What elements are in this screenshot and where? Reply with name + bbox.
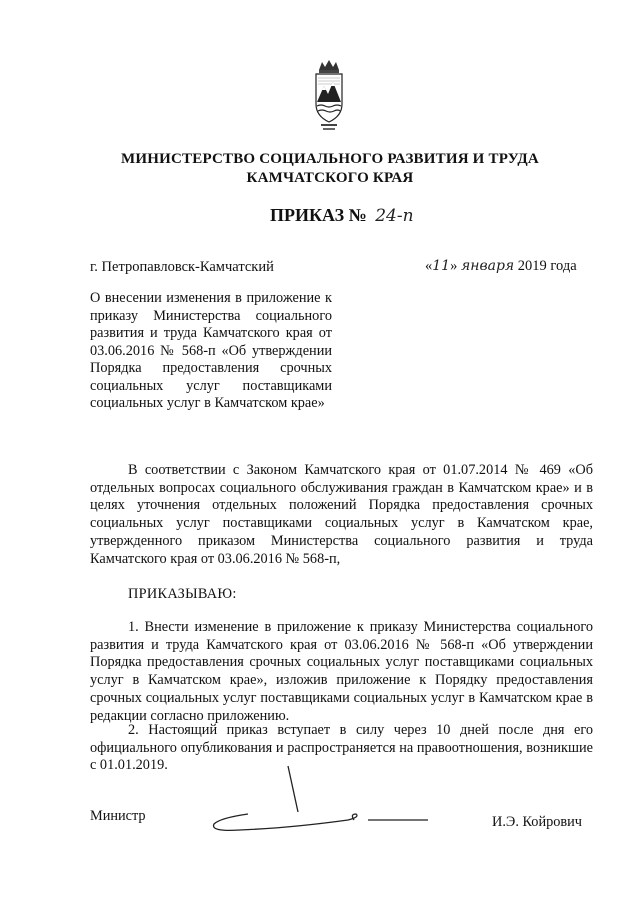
decree-heading: ПРИКАЗЫВАЮ:	[128, 586, 237, 602]
order-date	[425, 258, 577, 275]
order-label: ПРИКАЗ №	[270, 205, 367, 225]
date-month-handwritten: января	[460, 258, 515, 274]
date-open-quote: «	[425, 258, 433, 274]
order-title	[270, 205, 490, 226]
signatory-name: И.Э. Койрович	[492, 814, 582, 830]
order-item-1: 1. Внести изменение в приложение к приказу Министерства социального развития и труда Камчатского края от 03.06.2016 № 568-п «Об утверждении Порядка предоставления срочных социальных услуг поставщиками социальных услуг в Камчатском крае», изложив приложение к Порядку предоставления срочных социальных услуг поставщиками социальных услуг в Камчатском крае в редакции согласно приложению.	[90, 619, 593, 724]
date-day-handwritten: 11	[432, 258, 451, 274]
date-year: 2019 года	[517, 258, 577, 274]
ministry-line-1: МИНИСТЕРСТВО СОЦИАЛЬНОГО РАЗВИТИЯ И ТРУДА	[121, 151, 539, 167]
order-subject: О внесении изменения в приложение к приказу Министерства социального развития и труда Камчатского края от 03.06.2016 № 568-п «Об утверждении Порядка предоставления срочных социальных услуг поставщиками социальных услуг в Камчатском крае»	[90, 290, 332, 411]
signatory-title: Министр	[90, 808, 146, 824]
order-item-2: 2. Настоящий приказ вступает в силу через 10 дней после дня его официального опубликования и распространяется на правоотношения, возникшие с 01.01.2019.	[90, 722, 593, 774]
order-number-handwritten: 24-п	[375, 206, 414, 226]
preamble-paragraph: В соответствии с Законом Камчатского края от 01.07.2014 № 469 «Об отдельных вопросах социального обслуживания граждан в Камчатском крае» и в целях уточнения отдельных положений Порядка предоставления срочных социальных услуг поставщиками социальных услуг в Камчатском крае, утвержденного приказом Министерства социального развития и труда Камчатского края от 03.06.2016 № 568-п,	[90, 462, 593, 567]
ministry-line-2: КАМЧАТСКОГО КРАЯ	[246, 170, 414, 186]
city: г. Петропавловск-Камчатский	[90, 259, 274, 275]
ministry-header	[110, 150, 550, 188]
coat-of-arms-icon	[313, 58, 345, 136]
date-close-quote: »	[450, 258, 458, 274]
handwritten-signature	[200, 762, 440, 834]
